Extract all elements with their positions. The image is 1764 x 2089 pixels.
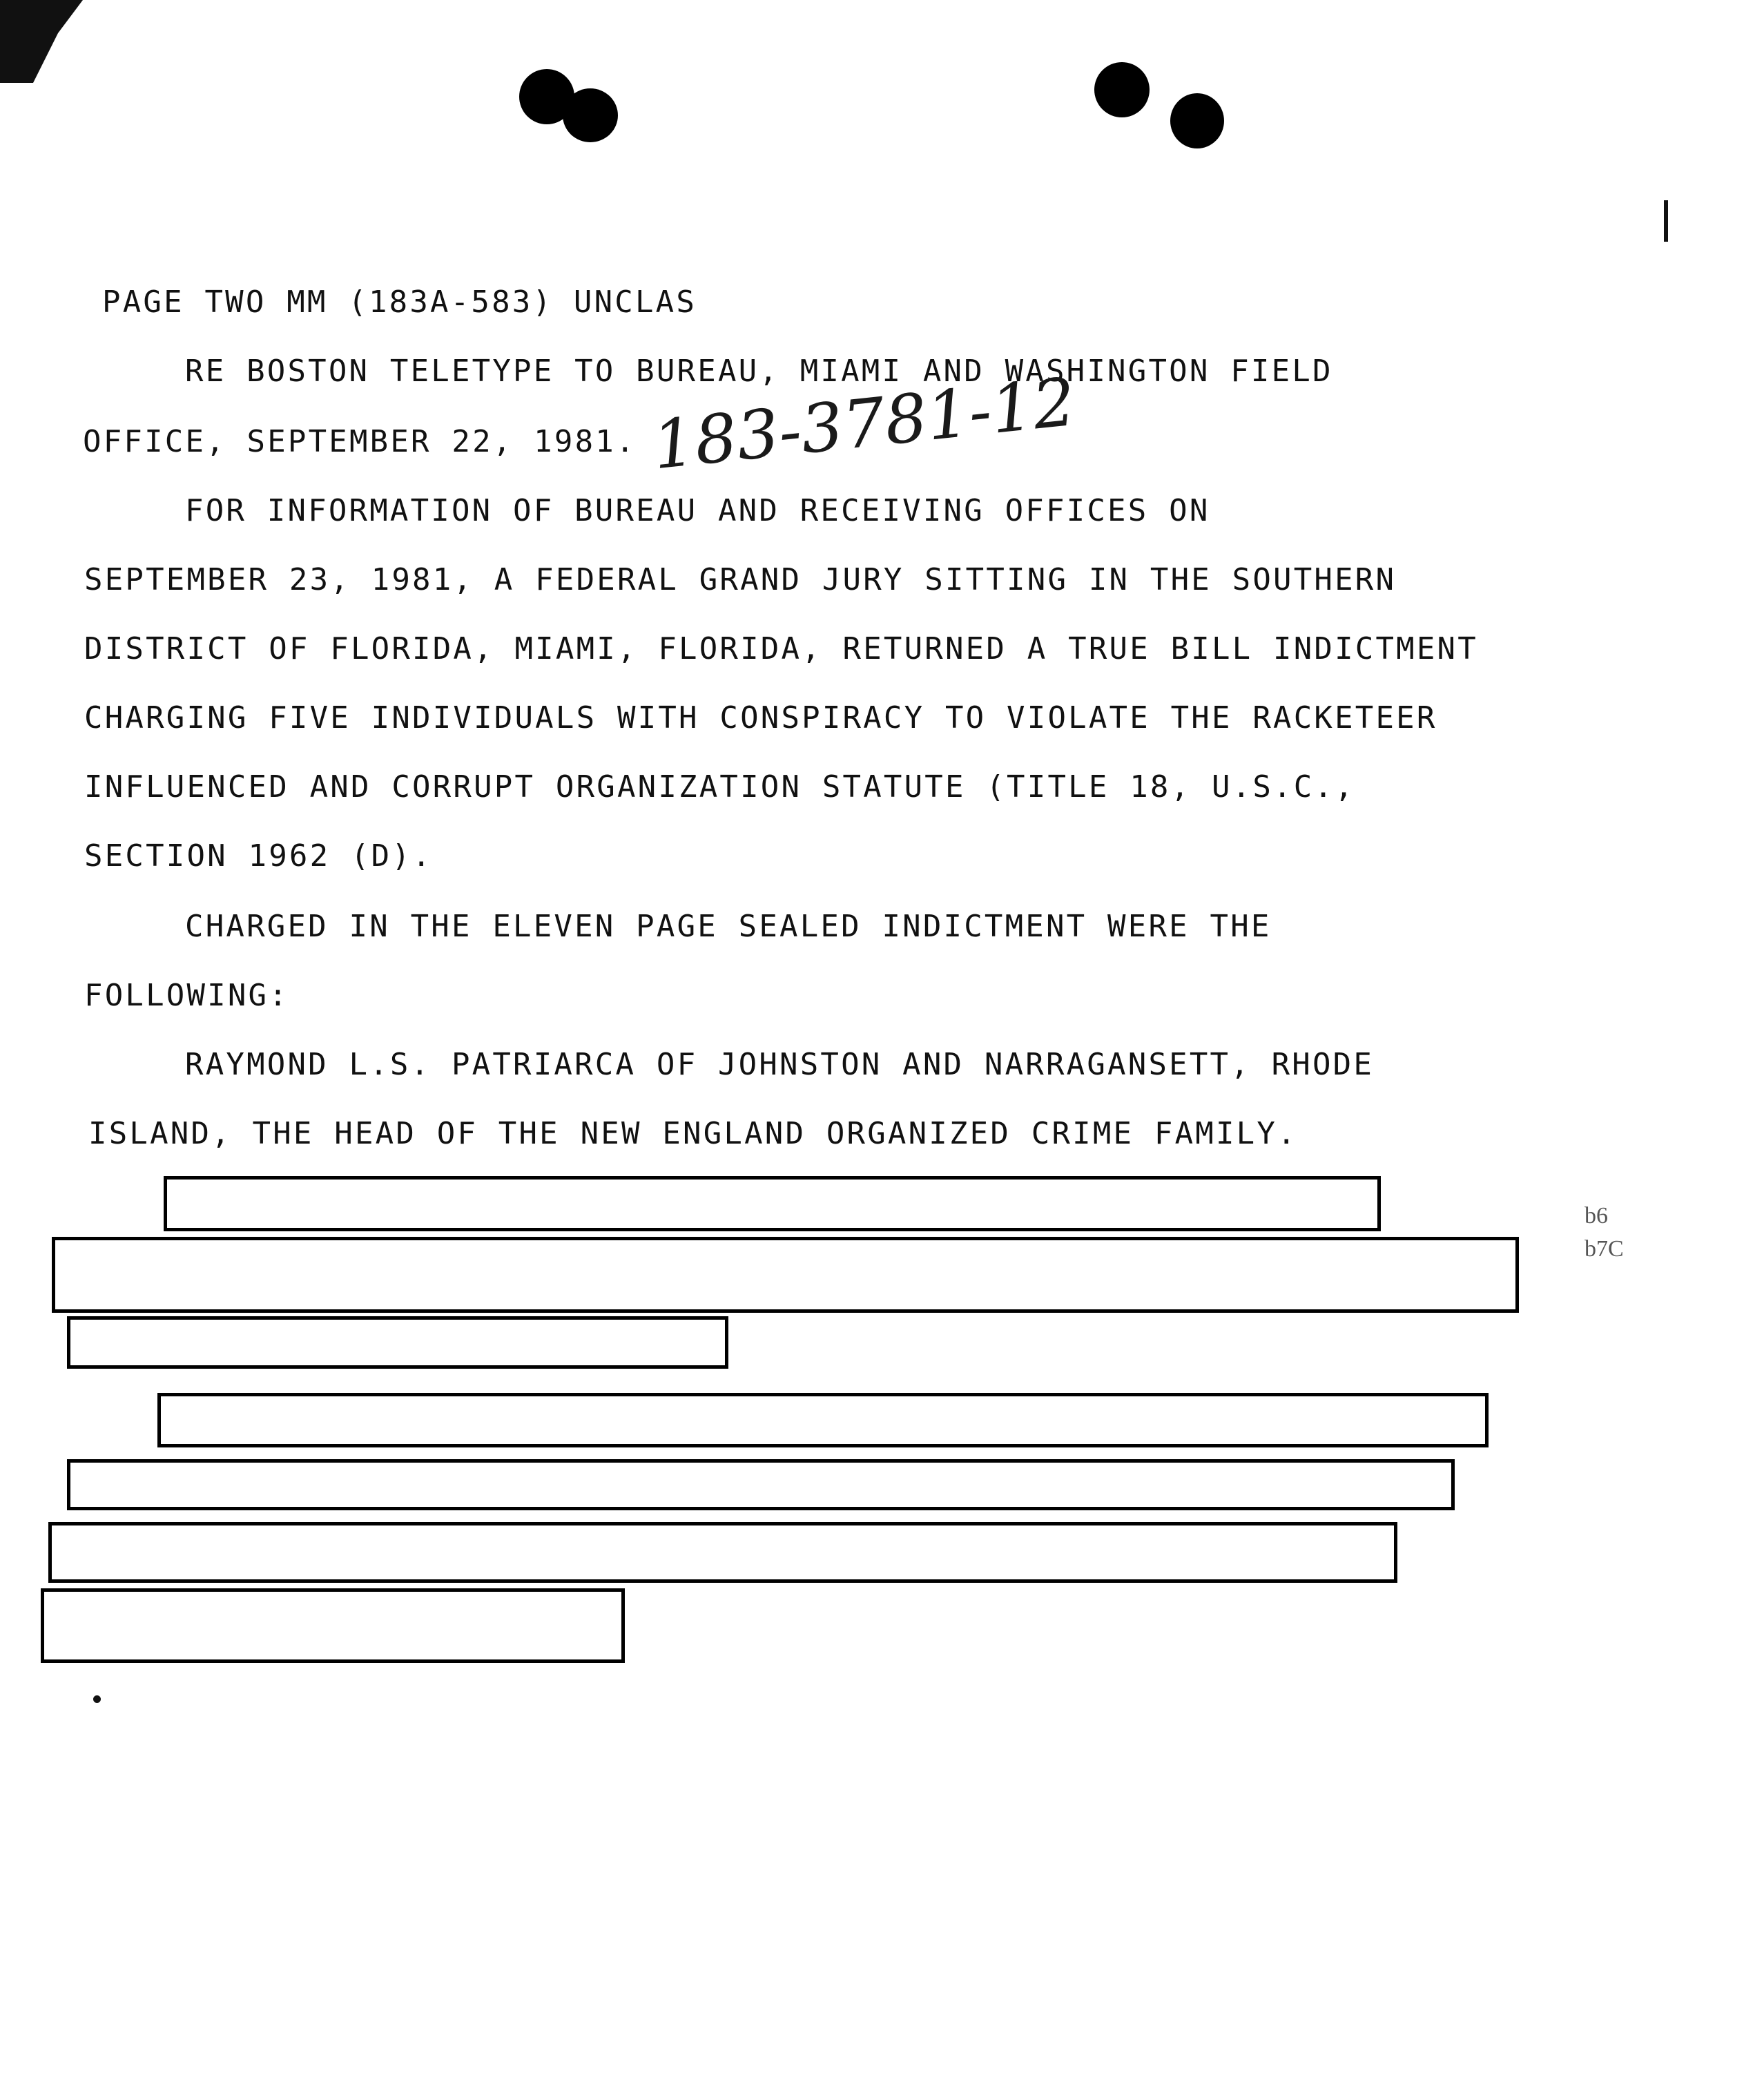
text-line-10: FOLLOWING:: [84, 978, 289, 1013]
text-line-11: RAYMOND L.S. PATRIARCA OF JOHNSTON AND NARRAGANSETT, RHODE: [185, 1047, 1375, 1082]
punch-hole-right-b: [1170, 93, 1224, 148]
redaction-box: [52, 1237, 1519, 1313]
page-header: PAGE TWO MM (183A-583) UNCLAS: [102, 285, 697, 320]
text-line-8: SECTION 1962 (D).: [84, 838, 433, 874]
exemption-code-b6: b6: [1584, 1203, 1608, 1229]
text-line-2: OFFICE, SEPTEMBER 22, 1981.: [83, 424, 637, 459]
edge-mark: [1664, 200, 1668, 242]
redaction-box: [157, 1393, 1489, 1447]
redaction-box: [41, 1588, 625, 1663]
redaction-box: [164, 1176, 1381, 1231]
redaction-box: [48, 1522, 1397, 1583]
text-line-3: FOR INFORMATION OF BUREAU AND RECEIVING OFFICES ON: [185, 493, 1210, 528]
punch-hole-left-b: [563, 88, 618, 142]
text-line-5: DISTRICT OF FLORIDA, MIAMI, FLORIDA, RETURNED A TRUE BILL INDICTMENT: [84, 631, 1478, 666]
text-line-4: SEPTEMBER 23, 1981, A FEDERAL GRAND JURY SITTING IN THE SOUTHERN: [84, 562, 1397, 597]
handwritten-file-number: 183-3781-12: [649, 363, 1079, 485]
text-line-1: RE BOSTON TELETYPE TO BUREAU, MIAMI AND WASHINGTON FIELD: [185, 354, 1333, 389]
redaction-box: [67, 1316, 728, 1369]
text-line-12: ISLAND, THE HEAD OF THE NEW ENGLAND ORGANIZED CRIME FAMILY.: [88, 1116, 1298, 1151]
text-line-9: CHARGED IN THE ELEVEN PAGE SEALED INDICTMENT WERE THE: [185, 909, 1272, 944]
exemption-code-b7c: b7C: [1584, 1236, 1624, 1262]
punch-hole-right-a: [1094, 62, 1150, 117]
text-line-7: INFLUENCED AND CORRUPT ORGANIZATION STATUTE (TITLE 18, U.S.C.,: [84, 769, 1355, 805]
text-line-6: CHARGING FIVE INDIVIDUALS WITH CONSPIRACY TO VIOLATE THE RACKETEER: [84, 700, 1437, 735]
redaction-box: [67, 1459, 1455, 1510]
corner-smudge: [0, 0, 83, 83]
stray-dot: [93, 1695, 101, 1703]
